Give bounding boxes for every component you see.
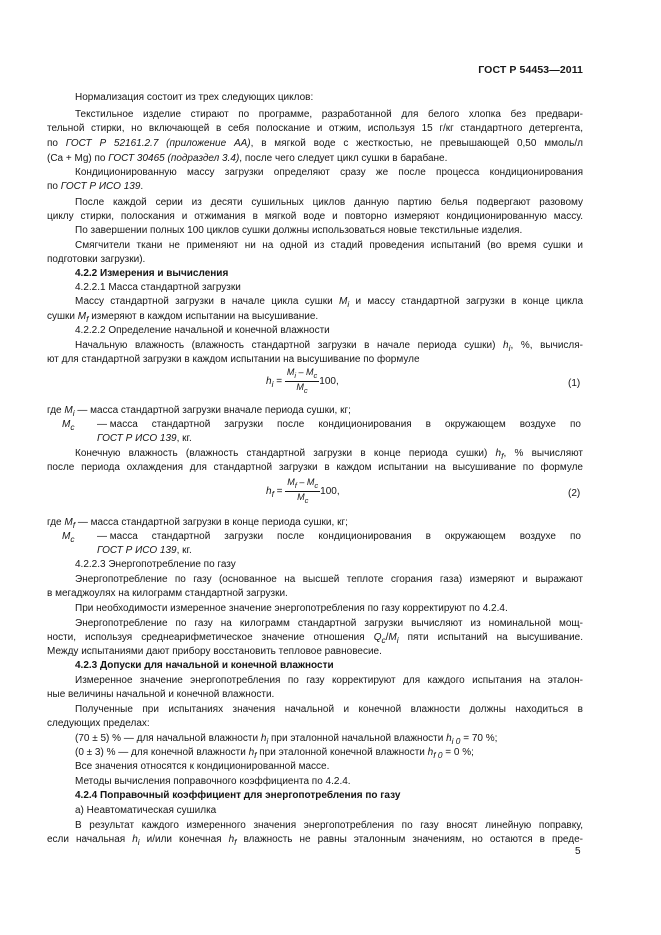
text-line [75,296,583,310]
word: кондиционирования [318,419,412,430]
word: — масса [97,531,138,542]
symbol: h [446,733,452,744]
word: кондиционирования [318,531,412,542]
symbol-subscript: c [313,370,318,380]
text-line: Смягчители ткани не применяют ни на одной из стадий проведения испытаний (во время сушки и [75,240,583,251]
symbol-subscript: i [72,408,75,418]
equals-sign: = [276,375,283,387]
text-line [97,433,192,445]
symbol-subscript: f [86,314,89,324]
text-fragment: , кг. [176,433,192,444]
standard-header: ГОСТ Р 54453—2011 [478,64,583,76]
text-fragment: — масса стандартной загрузки вначале периода сушки, кг; [74,405,351,416]
section-heading: 4.2.2 Измерения и вычисления [75,268,229,279]
section-heading: 4.2.3 Допуски для начальной и конечной влажности [75,660,334,671]
symbol: M [64,517,73,528]
word: окружающем [444,531,506,542]
word: стандартной [151,531,211,542]
text-line [47,632,583,646]
symbol: – M [296,477,315,487]
text-line: следующих пределах: [47,718,150,729]
symbol: h [266,485,272,497]
text-line: а) Неавтоматическая сушилка [75,805,217,816]
text-line [47,311,318,325]
text-line [47,405,351,419]
text-fragment: измеряют в каждом испытании на высушивание. [88,311,319,322]
text-fragment: ности, используя среднеарифметическое значение отношения [47,632,374,643]
text-fragment: влажность не равны эталонным значениям, но остаются в преде- [236,834,584,845]
text-line [75,340,583,354]
word: по [569,531,581,542]
text-line: Полученные при испытаниях значения начальной и конечной влажности должны находиться в [75,704,583,715]
text-fragment: где [47,517,65,528]
symbol-subscript: i [271,378,274,389]
text-line: циклу стирки, полоскания и отжимания в мягкой воде и повторно измеряют кондиционированную массу. [47,211,583,222]
text-fragment: Конечную влажность (влажность стандартной загрузки в конце периода сушки) [75,448,496,459]
symbol: M [62,531,71,542]
symbol-subscript: c [70,422,75,432]
word: стандартной [151,419,211,430]
symbol: h [427,747,434,758]
symbol-subscript: f [271,488,274,499]
symbol-subscript: f [501,451,504,461]
text-fragment: и массу стандартной загрузки в конце цикла [349,296,584,307]
symbol-subscript: f 0 [433,750,443,760]
text-fragment: Массу стандартной загрузки в начале цикла сушки [75,296,340,307]
text-fragment: , %, вычисля- [510,340,583,351]
symbol: M [297,491,305,502]
text-fragment: если начальная [47,834,133,845]
text-line: в мегаджоулях на килограмм стандартной загрузки. [47,588,288,599]
text-line: В результат каждого измеренного значения энергопотребления по газу вносят линейную поправку, [75,820,583,831]
symbol: h [132,834,138,845]
definition-text [97,419,581,431]
text-line [47,834,583,848]
symbol-subscript: f [72,520,76,530]
fraction-denominator [285,382,319,396]
text-line: Между испытаниями дают прибору восстановить тепловое равновесие. [47,646,382,657]
symbol-subscript: i [137,837,140,847]
text-line: Кондиционированную массу загрузки определяют сразу же после процесса кондиционирования [75,167,583,178]
word: окружающем [444,419,506,430]
standard-reference: ГОСТ Р 52161.2.7 (приложение АА) [65,138,251,149]
symbol: M [286,367,295,377]
word: по [569,419,581,430]
formula-1 [266,367,339,396]
fraction [285,477,320,506]
symbol: M [388,632,397,643]
multiplier: 100, [320,485,340,497]
text-line: Энергопотребление по газу на килограмм стандартной загрузки вычисляют из номинальной мощ- [75,618,583,629]
text-line [47,181,143,193]
equation-number: (1) [568,378,581,389]
page-number: 5 [575,846,581,857]
equals-sign: = [276,485,283,497]
text-line: После каждой серии из десяти сушильных циклов данную партию белья подвергают разовому [75,197,583,208]
symbol-subscript: c [70,534,75,544]
symbol-subscript: f [234,837,237,847]
formula-2 [266,477,340,506]
symbol: – M [296,367,314,377]
text-line [75,747,474,761]
symbol: h [260,733,267,744]
text-line: По завершении полных 100 циклов сушки должны использоваться новые текстильные изделия. [75,225,523,236]
text-fragment: при эталонной начальной влажности [268,733,447,744]
text-line [97,545,192,557]
fraction [285,367,319,396]
symbol: h [495,448,502,459]
text-line: При необходимости измеренное значение энергопотребления по газу корректируют по 4.2.4. [75,603,508,614]
symbol: M [77,311,87,322]
text-line [47,517,348,531]
text-fragment: по [47,138,66,149]
text-fragment: при эталонной конечной влажности [256,747,428,758]
word: воздухе [519,419,556,430]
text-fragment: . [140,181,144,192]
text-fragment: по [47,181,61,192]
word: после [276,419,305,430]
text-line: ют для стандартной загрузки в каждом испытании на высушивание по формуле [47,354,420,365]
symbol: Q [373,632,382,643]
fraction-denominator [285,492,320,506]
text-fragment: — масса стандартной загрузки в конце периода сушки, кг; [75,517,348,528]
symbol: h [266,375,272,387]
symbol-subscript: i [396,635,399,645]
text-fragment: сушки [47,311,78,322]
text-line: Энергопотребление по газу (основанное на высшей теплоте сгорания газа) измеряют и выражают [75,574,583,585]
text-fragment: , в мягкой воде с жесткостью, не превышающей 0,50 ммоль/л [250,138,583,149]
text-line: Текстильное изделие стирают по программе, разработанной для белого хлопка без предвари- [75,109,583,120]
symbol-subscript: i [266,736,269,746]
symbol: M [64,405,73,416]
symbol-subscript: i [347,299,350,309]
text-line [75,448,583,462]
text-fragment: где [47,405,65,416]
word: воздухе [519,531,556,542]
symbol: M [296,381,304,392]
standard-reference: ГОСТ Р ИСО 139 [97,433,177,444]
word: загрузки [224,419,264,430]
text-fragment: (70 ± 5) % — для начальной влажности [75,733,261,744]
standard-reference: ГОСТ 30465 (подраздел 3.4) [108,153,240,164]
fraction-numerator [285,367,319,382]
symbol-subscript: c [381,635,386,645]
symbol: h [503,340,509,351]
text-line: ные величины начальной и конечной влажности. [47,689,275,700]
word: в [425,531,431,542]
symbol-subscript: i 0 [451,736,461,746]
word: после [276,531,305,542]
definition-symbol [62,419,75,433]
fraction-numerator [285,477,320,492]
text-line: Нормализация состоит из трех следующих циклов: [75,92,314,103]
subsection-heading: 4.2.2.3 Энергопотребление по газу [75,559,236,570]
text-line: тельной стирки, но включающей в себя полоскание и отжим, используя 15 г/кг стандартного детергента, [47,123,583,134]
word: в [425,419,431,430]
word: — масса [97,419,138,430]
text-fragment: , кг. [176,545,192,556]
text-line: после периода охлаждения для стандартной загрузки в каждом испытании на высушивание по формуле [47,462,583,473]
symbol-subscript: f [254,750,257,760]
text-fragment: и/или конечная [139,834,229,845]
text-line: Измеренное значение энергопотребления по газу корректируют для каждого испытания на эталон- [75,675,583,686]
word: загрузки [224,531,264,542]
text-fragment: (0 ± 3) % — для конечной влажности [75,747,249,758]
equation-number: (2) [568,488,581,499]
subsection-heading: 4.2.2.1 Масса стандартной загрузки [75,282,241,293]
subsection-heading: 4.2.2.2 Определение начальной и конечной влажности [75,325,330,336]
text-fragment: / [385,632,389,643]
definition-symbol [62,531,75,545]
text-line: Все значения относятся к кондиционированной массе. [75,761,330,772]
text-fragment: , после чего следует цикл сушки в барабане. [239,153,448,164]
symbol: M [339,296,348,307]
standard-reference: ГОСТ Р ИСО 139 [60,181,141,192]
symbol-subscript: i [294,370,296,380]
symbol-subscript: c [303,385,308,395]
symbol-subscript: f [294,480,297,490]
text-line: Методы вычисления поправочного коэффициента по 4.2.4. [75,776,351,787]
text-fragment: (Ca + Mg) по [47,153,109,164]
symbol-subscript: c [304,495,309,505]
text-fragment: , % вычисляют [503,448,583,459]
definition-text [97,531,581,543]
symbol: h [228,834,235,845]
symbol-subscript: i [508,343,511,353]
multiplier: 100, [319,375,339,387]
text-fragment: = 70 %; [460,733,498,744]
symbol: h [248,747,255,758]
standard-reference: ГОСТ Р ИСО 139 [97,545,177,556]
symbol: M [287,477,295,487]
text-line [47,153,447,165]
text-line: подготовки загрузки). [47,254,146,265]
text-line [75,733,497,747]
section-heading: 4.2.4 Поправочный коэффициент для энергопотребления по газу [75,790,401,801]
text-fragment: пяти испытаний на высушивание. [398,632,583,643]
symbol: M [62,419,71,430]
symbol-subscript: c [314,480,319,490]
text-line [47,138,583,150]
text-fragment: = 0 %; [442,747,474,758]
text-fragment: Начальную влажность (влажность стандартной загрузки в начале периода сушки) [75,340,504,351]
